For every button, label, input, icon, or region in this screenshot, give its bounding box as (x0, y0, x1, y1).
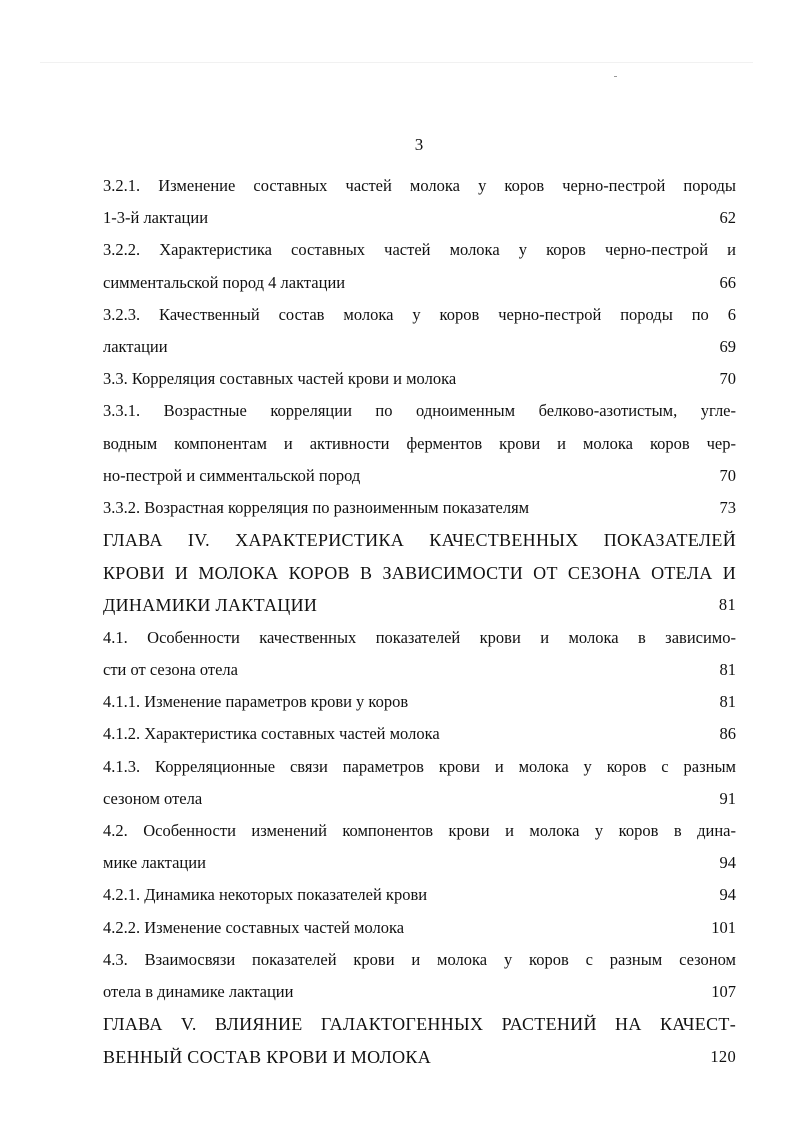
toc-entry-line (103, 879, 736, 911)
toc-entry-line (103, 299, 736, 331)
toc-entry-text: 3.2.1. Изменение составных частей молока у коров черно-пестрой породы (103, 176, 736, 195)
toc-page-number: 94 (719, 853, 736, 873)
toc-entry-line (103, 234, 736, 266)
toc-entry-line (103, 492, 736, 524)
toc-entry-line (103, 686, 736, 718)
toc-entry-text: 4.1.1. Изменение параметров крови у коров (103, 692, 409, 712)
toc-page-number: 107 (711, 981, 736, 1001)
toc-entry-line (103, 395, 736, 427)
toc-page-number: 73 (719, 497, 736, 517)
toc-entry-text: 1-3-й лактации (103, 208, 209, 228)
toc-entry-text: 4.1.3. Корреляционные связи параметров крови и молока у коров с разным (103, 756, 736, 776)
toc-entry-text: 3.3.2. Возрастная корреляция по разноименным показателям (103, 497, 530, 517)
toc-page-number: 66 (719, 272, 736, 292)
toc-entry-line (103, 976, 736, 1008)
toc-entry-text: 4.1.2. Характеристика составных частей молока (103, 724, 440, 744)
toc-entry-text: 3.2.3. Качественный состав молока у коров черно-пестрой породы по 6 (103, 304, 736, 324)
toc-entry-text: лактации (103, 336, 168, 356)
toc-entry-line (103, 170, 736, 202)
toc-page-number: 94 (719, 885, 736, 905)
toc-entry-line (103, 815, 736, 847)
toc-entry-text: 4.1. Особенности качественных показателей крови и молока в зависимо- (103, 627, 736, 647)
toc-entry-text: водным компонентам и активности ферментов крови и молока коров чер- (103, 433, 736, 453)
toc-heading-line (103, 557, 736, 590)
toc-page-number: 69 (719, 336, 736, 356)
toc-page-number: 70 (719, 369, 736, 389)
toc-entry-text: ГЛАВА IV. ХАРАКТЕРИСТИКА КАЧЕСТВЕННЫХ ПОКАЗАТЕЛЕЙ (103, 530, 736, 551)
toc-entry-text: но-пестрой и симментальской пород (103, 465, 361, 485)
toc-page-number: 101 (711, 917, 736, 937)
toc-page-number: 81 (719, 692, 736, 712)
toc-entry-text: ДИНАМИКИ ЛАКТАЦИИ (103, 595, 318, 616)
toc-page-number: 120 (710, 1046, 736, 1066)
toc-entry-text: КРОВИ И МОЛОКА КОРОВ В ЗАВИСИМОСТИ ОТ СЕЗОНА ОТЕЛА И (103, 562, 736, 583)
toc-page-number: 81 (719, 660, 736, 680)
toc-page-number: 81 (718, 595, 736, 615)
page-number: 3 (414, 135, 424, 154)
toc-entry-text: 4.2. Особенности изменений компонентов крови и молока у коров в дина- (103, 820, 736, 840)
toc-entry-text: 4.3. Взаимосвязи показателей крови и молока у коров с разным сезоном (103, 949, 736, 969)
toc-entry-text: мике лактации (103, 853, 206, 873)
toc-page-number: 62 (719, 208, 736, 228)
toc-entry-line (103, 751, 736, 783)
toc-entry-line (103, 944, 736, 976)
toc-entry-line (103, 783, 736, 815)
toc-heading-line (103, 1041, 736, 1074)
toc-entry-text: 3.3.1. Возрастные корреляции по одноименным белково-азотистым, угле- (103, 401, 736, 421)
toc-entry-line (103, 363, 736, 395)
toc-entry-text: 3.3. Корреляция составных частей крови и молока (103, 369, 457, 389)
toc-entry-text: сти от сезона отела (103, 660, 238, 680)
toc-entry-line (103, 331, 736, 363)
toc-entry-line (103, 622, 736, 654)
toc-entry-line (103, 267, 736, 299)
scan-speck (614, 76, 617, 77)
toc-entry-line (103, 202, 736, 234)
toc-entry-text: ГЛАВА V. ВЛИЯНИЕ ГАЛАКТОГЕННЫХ РАСТЕНИЙ НА КАЧЕСТ- (103, 1014, 736, 1035)
toc-entry-text: ВЕННЫЙ СОСТАВ КРОВИ И МОЛОКА (103, 1046, 431, 1067)
toc-heading-line (103, 524, 736, 557)
toc-entry-line (103, 912, 736, 944)
toc-page-number: 86 (719, 724, 736, 744)
toc-entry-text: 4.2.2. Изменение составных частей молока (103, 917, 405, 937)
toc-entry-line (103, 718, 736, 750)
toc-entry-text: симментальской пород 4 лактации (103, 272, 346, 292)
table-of-contents (103, 170, 736, 1073)
toc-heading-line (103, 589, 736, 622)
toc-entry-line (103, 847, 736, 879)
toc-entry-line (103, 428, 736, 460)
toc-page-number: 70 (719, 465, 736, 485)
toc-entry-text: отела в динамике лактации (103, 981, 294, 1001)
toc-entry-text: сезоном отела (103, 788, 203, 808)
toc-entry-text: 3.2.2. Характеристика составных частей молока у коров черно-пестрой и (103, 240, 736, 260)
toc-heading-line (103, 1008, 736, 1041)
toc-entry-line (103, 654, 736, 686)
toc-page-number: 91 (719, 788, 736, 808)
toc-entry-text: 4.2.1. Динамика некоторых показателей крови (103, 885, 428, 905)
toc-entry-line (103, 460, 736, 492)
